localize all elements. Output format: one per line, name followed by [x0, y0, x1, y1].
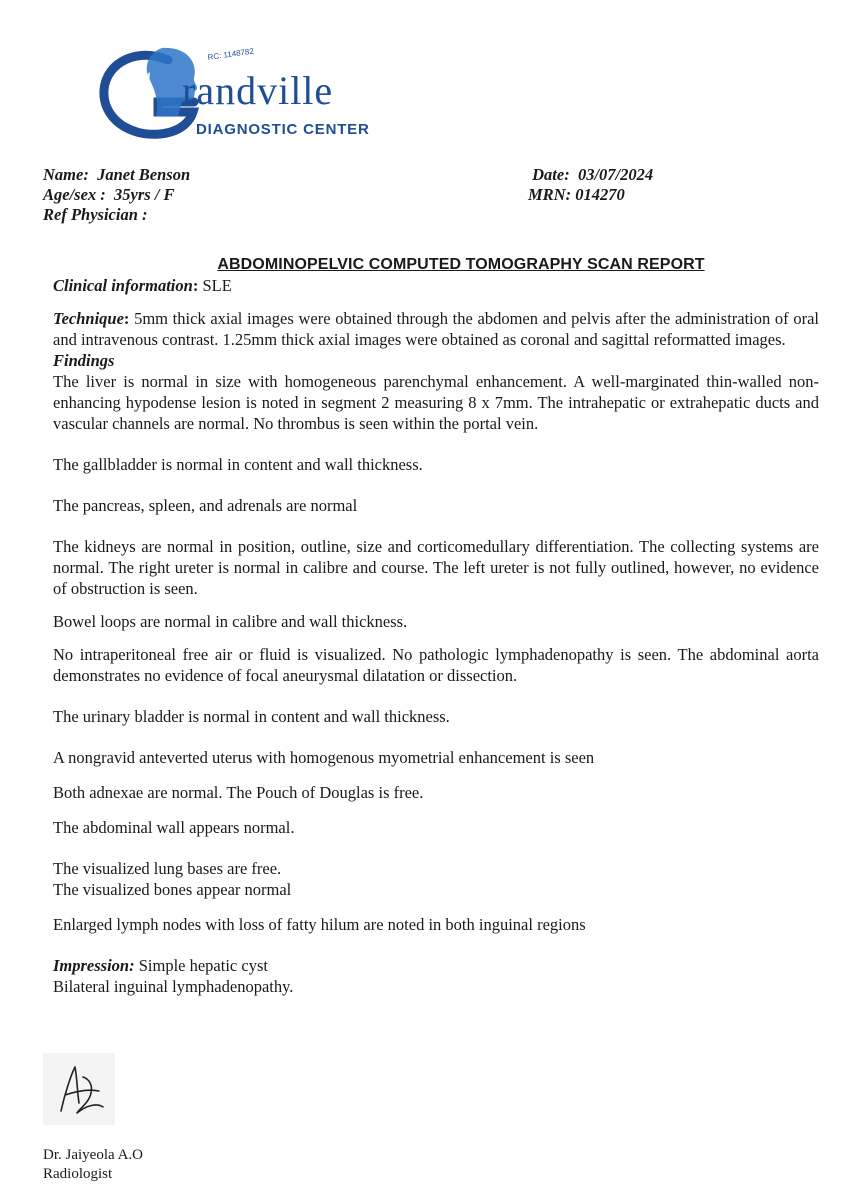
finding-lung-bases: The visualized lung bases are free.: [53, 859, 282, 878]
patient-info-right: [528, 165, 653, 205]
finding-kidneys: The kidneys are normal in position, outline, size and corticomedullary differentiation. The collecting systems are normal. The right ureter is normal in calibre and course. The left ureter is not fully outlined, however, no evidence of obstruction is seen.: [53, 537, 819, 598]
doctor-role: Radiologist: [43, 1166, 113, 1182]
impression-line-1: Simple hepatic cyst: [138, 956, 268, 975]
mrn-label: MRN:: [528, 185, 572, 204]
patient-name-row: [43, 165, 190, 185]
impression: [53, 955, 819, 976]
clinical-value: SLE: [202, 276, 232, 295]
finding-bones: The visualized bones appear normal: [53, 880, 292, 899]
patient-info-left: [43, 165, 190, 225]
finding-bowel: Bowel loops are normal in calibre and wall thickness.: [53, 612, 408, 631]
clinical-label: Clinical information: [53, 276, 193, 295]
doctor-name: Dr. Jaiyeola A.O: [43, 1147, 143, 1163]
report-body: [53, 254, 819, 997]
finding-peritoneum: No intraperitoneal free air or fluid is visualized. No pathologic lymphadenopathy is seen. The abdominal aorta demonstrates no evidence of focal aneurysmal dilatation or dissection.: [53, 645, 819, 685]
mrn-value: 014270: [575, 185, 625, 204]
date-label: Date:: [532, 165, 570, 184]
report-title: ABDOMINOPELVIC COMPUTED TOMOGRAPHY SCAN REPORT: [217, 256, 705, 273]
grandville-logo: [98, 42, 428, 147]
signature-icon: [43, 1053, 115, 1125]
logo-icon: [98, 42, 428, 147]
impression-label: Impression:: [53, 956, 135, 975]
technique-paragraph: Technique: 5mm thick axial images were obtained through the abdomen and pelvis after the administration of oral and intravenous contrast. 1.25mm thick axial images were obtained as coronal and sagittal reformatted images.: [53, 309, 819, 349]
doctor-block: [43, 1146, 143, 1184]
finding-uterus: A nongravid anteverted uterus with homogenous myometrial enhancement is seen: [53, 748, 595, 767]
finding-gallbladder: The gallbladder is normal in content and wall thickness.: [53, 455, 423, 474]
finding-lymph-nodes: Enlarged lymph nodes with loss of fatty hilum are noted in both inguinal regions: [53, 915, 586, 934]
name-value: Janet Benson: [97, 165, 191, 184]
finding-liver: The liver is normal in size with homogeneous parenchymal enhancement. A well-marginated thin-walled non-enhancing hypodense lesion is noted in segment 2 measuring 8 x 7mm. The intrahepatic or extrahepatic ducts and vascular channels are normal. No thrombus is seen within the portal vein.: [53, 372, 819, 433]
finding-bladder: The urinary bladder is normal in content and wall thickness.: [53, 707, 450, 726]
findings-heading: Findings: [53, 351, 115, 370]
clinical-information: Clinical information: SLE: [53, 276, 232, 295]
svg-text:randville: randville: [182, 68, 334, 113]
name-label: Name:: [43, 165, 89, 184]
age-sex-row: [43, 185, 190, 205]
logo-subtitle: DIAGNOSTIC CENTER: [196, 121, 370, 138]
logo-rc-number: RC: 1148782: [207, 46, 255, 62]
finding-abdominal-wall: The abdominal wall appears normal.: [53, 818, 295, 837]
finding-adnexae: Both adnexae are normal. The Pouch of Douglas is free.: [53, 783, 424, 802]
ref-physician-row: [43, 205, 190, 225]
finding-pancreas: The pancreas, spleen, and adrenals are normal: [53, 496, 358, 515]
signature: [43, 1053, 115, 1125]
age-sex-label: Age/sex :: [43, 185, 106, 204]
age-sex-value: 35yrs / F: [114, 185, 175, 204]
mrn-row: [528, 185, 653, 205]
date-row: [528, 165, 653, 185]
technique-text: 5mm thick axial images were obtained through the abdomen and pelvis after the administration of oral and intravenous contrast. 1.25mm thick axial images were obtained as coronal and sagittal reformatted images.: [53, 309, 819, 349]
technique-label: Technique: [53, 309, 124, 328]
impression-line-2: Bilateral inguinal lymphadenopathy.: [53, 977, 294, 996]
ref-physician-label: Ref Physician :: [43, 205, 148, 224]
date-value: 03/07/2024: [577, 165, 654, 184]
